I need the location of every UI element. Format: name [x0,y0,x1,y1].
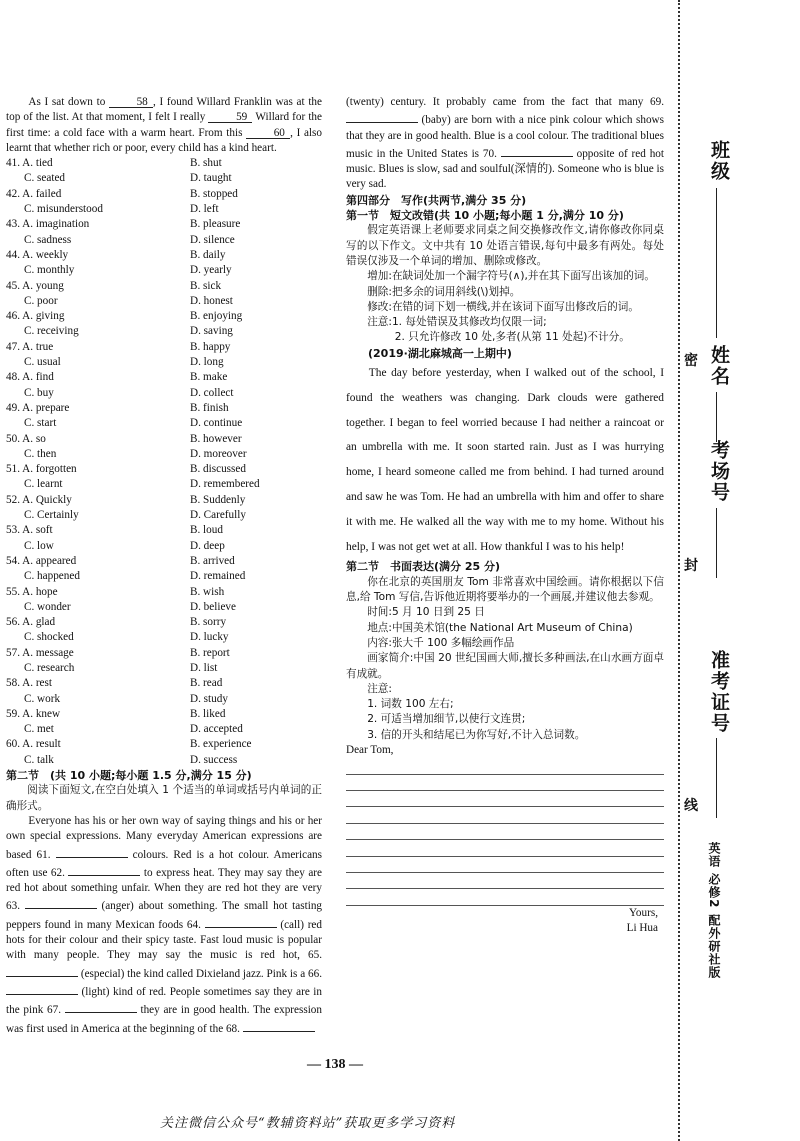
option-n: 48. A. find [6,371,54,384]
answer-blank[interactable] [6,964,78,977]
option-d: D. taught [190,172,232,185]
option-c: C. talk [24,753,54,766]
name-label: 姓名 [708,345,730,387]
option-b: B. experience [190,738,252,751]
text-run: , I found Willard Franklin was at the top of the list. At that moment, I felt I really [6,96,322,124]
option-d: D. deep [190,539,225,552]
option-d: D. accepted [190,723,243,736]
option-c: C. receiving [24,325,79,338]
text-run: (anger) about something. The small hot tasting peppers found in many Mexican foods 64. [6,900,323,931]
option-c: C. misunderstood [24,203,103,216]
option-d: D. collect [190,386,234,399]
writing-line[interactable] [346,889,664,905]
class-field-line[interactable] [716,188,717,338]
page-number: — 138 — [307,1057,363,1072]
option-c: C. sadness [24,233,72,246]
section2-heading: 第二节 (共 10 小题;每小题 1.5 分,满分 15 分) [6,769,252,783]
error-correction-heading: 第一节 短文改错(共 10 小题;每小题 1 分,满分 10 分) [346,209,624,223]
letter-closing: Yours, [628,906,658,919]
seal-mi: 密 [684,350,698,370]
seal-feng: 封 [684,555,698,575]
text-run: (call) red hots for their colour and their spicy taste. Fast loud music is popular with many people. They may say the music is red hot, 65. [6,918,322,962]
option-n: 47. A. true [6,340,54,353]
option-c: C. happened [24,570,80,583]
writing-line[interactable] [346,824,664,840]
option-n: 44. A. weekly [6,248,69,261]
writing-line[interactable] [346,807,664,823]
option-n: 42. A. failed [6,187,62,200]
option-c: C. usual [24,356,61,369]
section2-instruction: 阅读下面短文,在空白处填入 1 个适当的单词或括号内单词的正确形式。 [6,784,322,812]
option-b: B. sick [190,279,222,292]
cloze-intro [6,95,322,156]
option-n: 52. A. Quickly [6,493,72,506]
option-c: C. shocked [24,631,74,644]
option-n: 54. A. appeared [6,554,77,567]
option-b: B. finish [190,401,229,414]
text-run: colours. Red is a hot colour. Americans often use 62. [6,848,322,879]
option-n: 45. A. young [6,279,64,292]
option-d: D. saving [190,325,233,338]
book-edition: 英语 必修2 配外研社版 [707,842,721,979]
binding-dotted-line [678,0,680,1141]
option-b: B. read [190,677,223,690]
info-time: 时间:5 月 10 日到 25 日 [367,606,485,619]
option-d: D. Carefully [190,509,246,522]
ticket-number-field-line[interactable] [716,738,717,818]
notice-label: 注意: [367,682,392,695]
option-n: 46. A. giving [6,310,65,323]
option-d: D. lucky [190,631,229,644]
notice-1: 1. 词数 100 左右; [367,698,454,711]
option-d: D. remembered [190,478,260,491]
option-b: B. arrived [190,554,235,567]
option-n: 41. A. tied [6,157,53,170]
option-d: D. silence [190,233,235,246]
answer-blank[interactable] [25,896,97,909]
option-n: 53. A. soft [6,524,53,537]
notice-3: 3. 信的开头和结尾已为你写好,不计入总词数。 [367,728,586,741]
option-c: C. Certainly [24,509,79,522]
option-c: C. met [24,723,54,736]
section2-passage-right [346,95,664,193]
option-n: 59. A. knew [6,707,61,720]
text-run: opposite of red hot music. Blues is slow, sad and soulful(深情的). Someone who is blue is very sad. [346,147,665,191]
answer-blank[interactable] [205,915,277,928]
option-c: C. poor [24,294,58,307]
option-d: D. moreover [190,447,247,460]
option-n: 58. A. rest [6,677,52,690]
delete-rule: 删除:把多余的词用斜线(\)划掉。 [367,285,521,298]
answer-blank[interactable]: 59 [208,110,252,123]
writing-line[interactable] [346,840,664,856]
option-b: B. stopped [190,187,238,200]
answer-blank[interactable] [65,1000,137,1013]
seal-xian: 线 [684,795,698,815]
writing-line[interactable] [346,791,664,807]
option-b: B. loud [190,524,223,537]
left-column [6,95,322,1037]
option-d: D. continue [190,417,243,430]
option-b: B. wish [190,585,225,598]
option-b: B. make [190,371,228,384]
info-place: 地点:中国美术馆(the National Art Museum of China) [367,621,633,634]
answer-blank[interactable] [346,110,418,123]
option-b: B. sorry [190,616,227,629]
option-b: B. however [190,432,242,445]
option-n: 51. A. forgotten [6,463,77,476]
option-b: B. enjoying [190,310,243,323]
text-run: (twenty) century. It probably came from the fact that many 69. [346,96,664,108]
option-b: B. report [190,646,230,659]
option-c: C. learnt [24,478,63,491]
exam-room-field-line[interactable] [716,508,717,578]
option-c: C. low [24,539,54,552]
exam-room-label: 考场号 [708,440,730,503]
answer-blank[interactable] [501,144,573,157]
option-d: D. remained [190,570,246,583]
ticket-number-label: 准考证号 [708,650,730,734]
option-b: B. discussed [190,463,246,476]
option-n: 55. A. hope [6,585,58,598]
text-run: (baby) are born with a nice pink colour which shows that they are in good health. Blue is a cool colour. The traditional blues music in the United States is 70. [346,114,664,160]
option-d: D. honest [190,294,233,307]
answer-blank[interactable] [243,1019,315,1032]
letter-signature: Li Hua [626,922,658,935]
option-c: C. seated [24,172,66,185]
text-run: Willard for the first time: a cold face with a warm heart. From this [6,111,322,139]
writing-line[interactable] [346,758,664,774]
answer-blank[interactable]: 60 [246,126,290,139]
notice-2: 2. 可适当增加细节,以使行文连贯; [367,713,526,726]
writing-instructions: 你在北京的英国朋友 Tom 非常喜欢中国绘画。请你根据以下信息,给 Tom 写信,告诉他近期将要举办的一个画展,并建议他去参观。 [346,575,664,604]
answer-blank[interactable] [6,982,78,995]
text-run: Everyone has his or her own way of saying things and his or her own special expressions. Many everyday American expressions are based 61. [6,814,322,861]
option-b: B. Suddenly [190,493,246,506]
modify-rule: 修改:在错的词下划一横线,并在该词下面写出修改后的词。 [367,300,639,313]
class-label: 班级 [708,140,730,182]
info-artist: 画家简介:中国 20 世纪国画大师,擅长多种画法,在山水画方面卓有成就。 [346,652,664,680]
option-d: D. long [190,356,224,369]
option-n: 60. A. result [6,738,61,751]
option-d: D. list [190,661,218,674]
option-n: 43. A. imagination [6,218,90,231]
option-d: D. left [190,203,219,216]
option-c: C. monthly [24,264,75,277]
part4-heading: 第四部分 写作(共两节,满分 35 分) [346,193,527,207]
option-d: D. success [190,753,238,766]
option-b: B. liked [190,707,226,720]
note-1: 注意:1. 每处错误及其修改均仅限一词; [367,316,547,329]
info-content: 内容:张大千 100 多幅绘画作品 [367,636,515,649]
option-b: B. happy [190,340,231,353]
footer-note: 关注微信公众号“教辅资料站”获取更多学习资料 [160,1116,456,1131]
option-c: C. research [24,661,75,674]
answer-blank[interactable] [56,845,128,858]
text-run: (light) kind of red. People sometimes say they are in the pink 67. [6,985,322,1017]
option-c: C. buy [24,386,54,399]
cloze-options [6,156,322,768]
option-n: 50. A. so [6,432,46,445]
add-rule: 增加:在缺词处加一个漏字符号(∧),并在其下面写出该加的词。 [367,270,655,283]
text-run: (especial) the kind called Dixieland jazz. Pink is a 66. [78,967,322,980]
letter-greeting: Dear Tom, [346,743,394,756]
option-n: 56. A. glad [6,616,56,629]
text-run: , I also learnt that whether rich or poor, every child has a kind heart. [6,126,322,154]
writing-line[interactable] [346,873,664,889]
error-correction-instructions: 假定英语课上老师要求同桌之间交换修改作文,请你修改你同桌写的以下作文。文中共有 10 处语言错误,每句中最多有两处。每处错误仅涉及一个单词的增加、删除或修改。 [346,224,664,267]
answer-blank[interactable] [68,863,140,876]
writing-lines[interactable] [346,758,664,906]
text-run: As I sat down to [28,96,109,108]
right-column [346,95,664,936]
option-c: C. work [24,692,61,705]
essay-source: (2019·湖北麻城高一上期中) [368,346,512,360]
writing-line[interactable] [346,775,664,791]
note-2: 2. 只允许修改 10 处,多者(从第 11 处起)不计分。 [394,331,630,344]
option-b: B. pleasure [190,218,241,231]
text-run: they are in good health. The expression was first used in America at the beginning of the 68. [6,1004,322,1035]
option-d: D. believe [190,600,236,613]
option-n: 49. A. prepare [6,401,70,414]
section2-passage-left [6,814,322,1037]
answer-blank[interactable]: 58 [109,95,153,108]
name-field-line[interactable] [716,392,717,442]
option-d: D. study [190,692,228,705]
writing-line[interactable] [346,857,664,873]
option-n: 57. A. message [6,646,74,659]
option-b: B. daily [190,248,226,261]
option-c: C. start [24,417,57,430]
option-d: D. yearly [190,264,232,277]
writing-heading: 第二节 书面表达(满分 25 分) [346,560,501,574]
option-c: C. then [24,447,57,460]
option-b: B. shut [190,157,222,170]
error-correction-essay: The day before yesterday, when I walked out of the school, I found the weathers was changing. Dark clouds were gathered together. I began to feel worried because I had neither a raincoat or an umbrella with me. It soon started rain. Just as I was hurrying home, I heard someone called me from behind. I had turned around and saw he was Tom. He had an umbrella with him and offer to share it with me. He walked all the way with me to my home. Without his help, I was not get wet at all. How thankful I was to his help! [346,367,664,553]
option-c: C. wonder [24,600,71,613]
text-run: to express heat. They may say they are red hot about something unfair. When they are red hot they are very 63. [6,866,323,913]
